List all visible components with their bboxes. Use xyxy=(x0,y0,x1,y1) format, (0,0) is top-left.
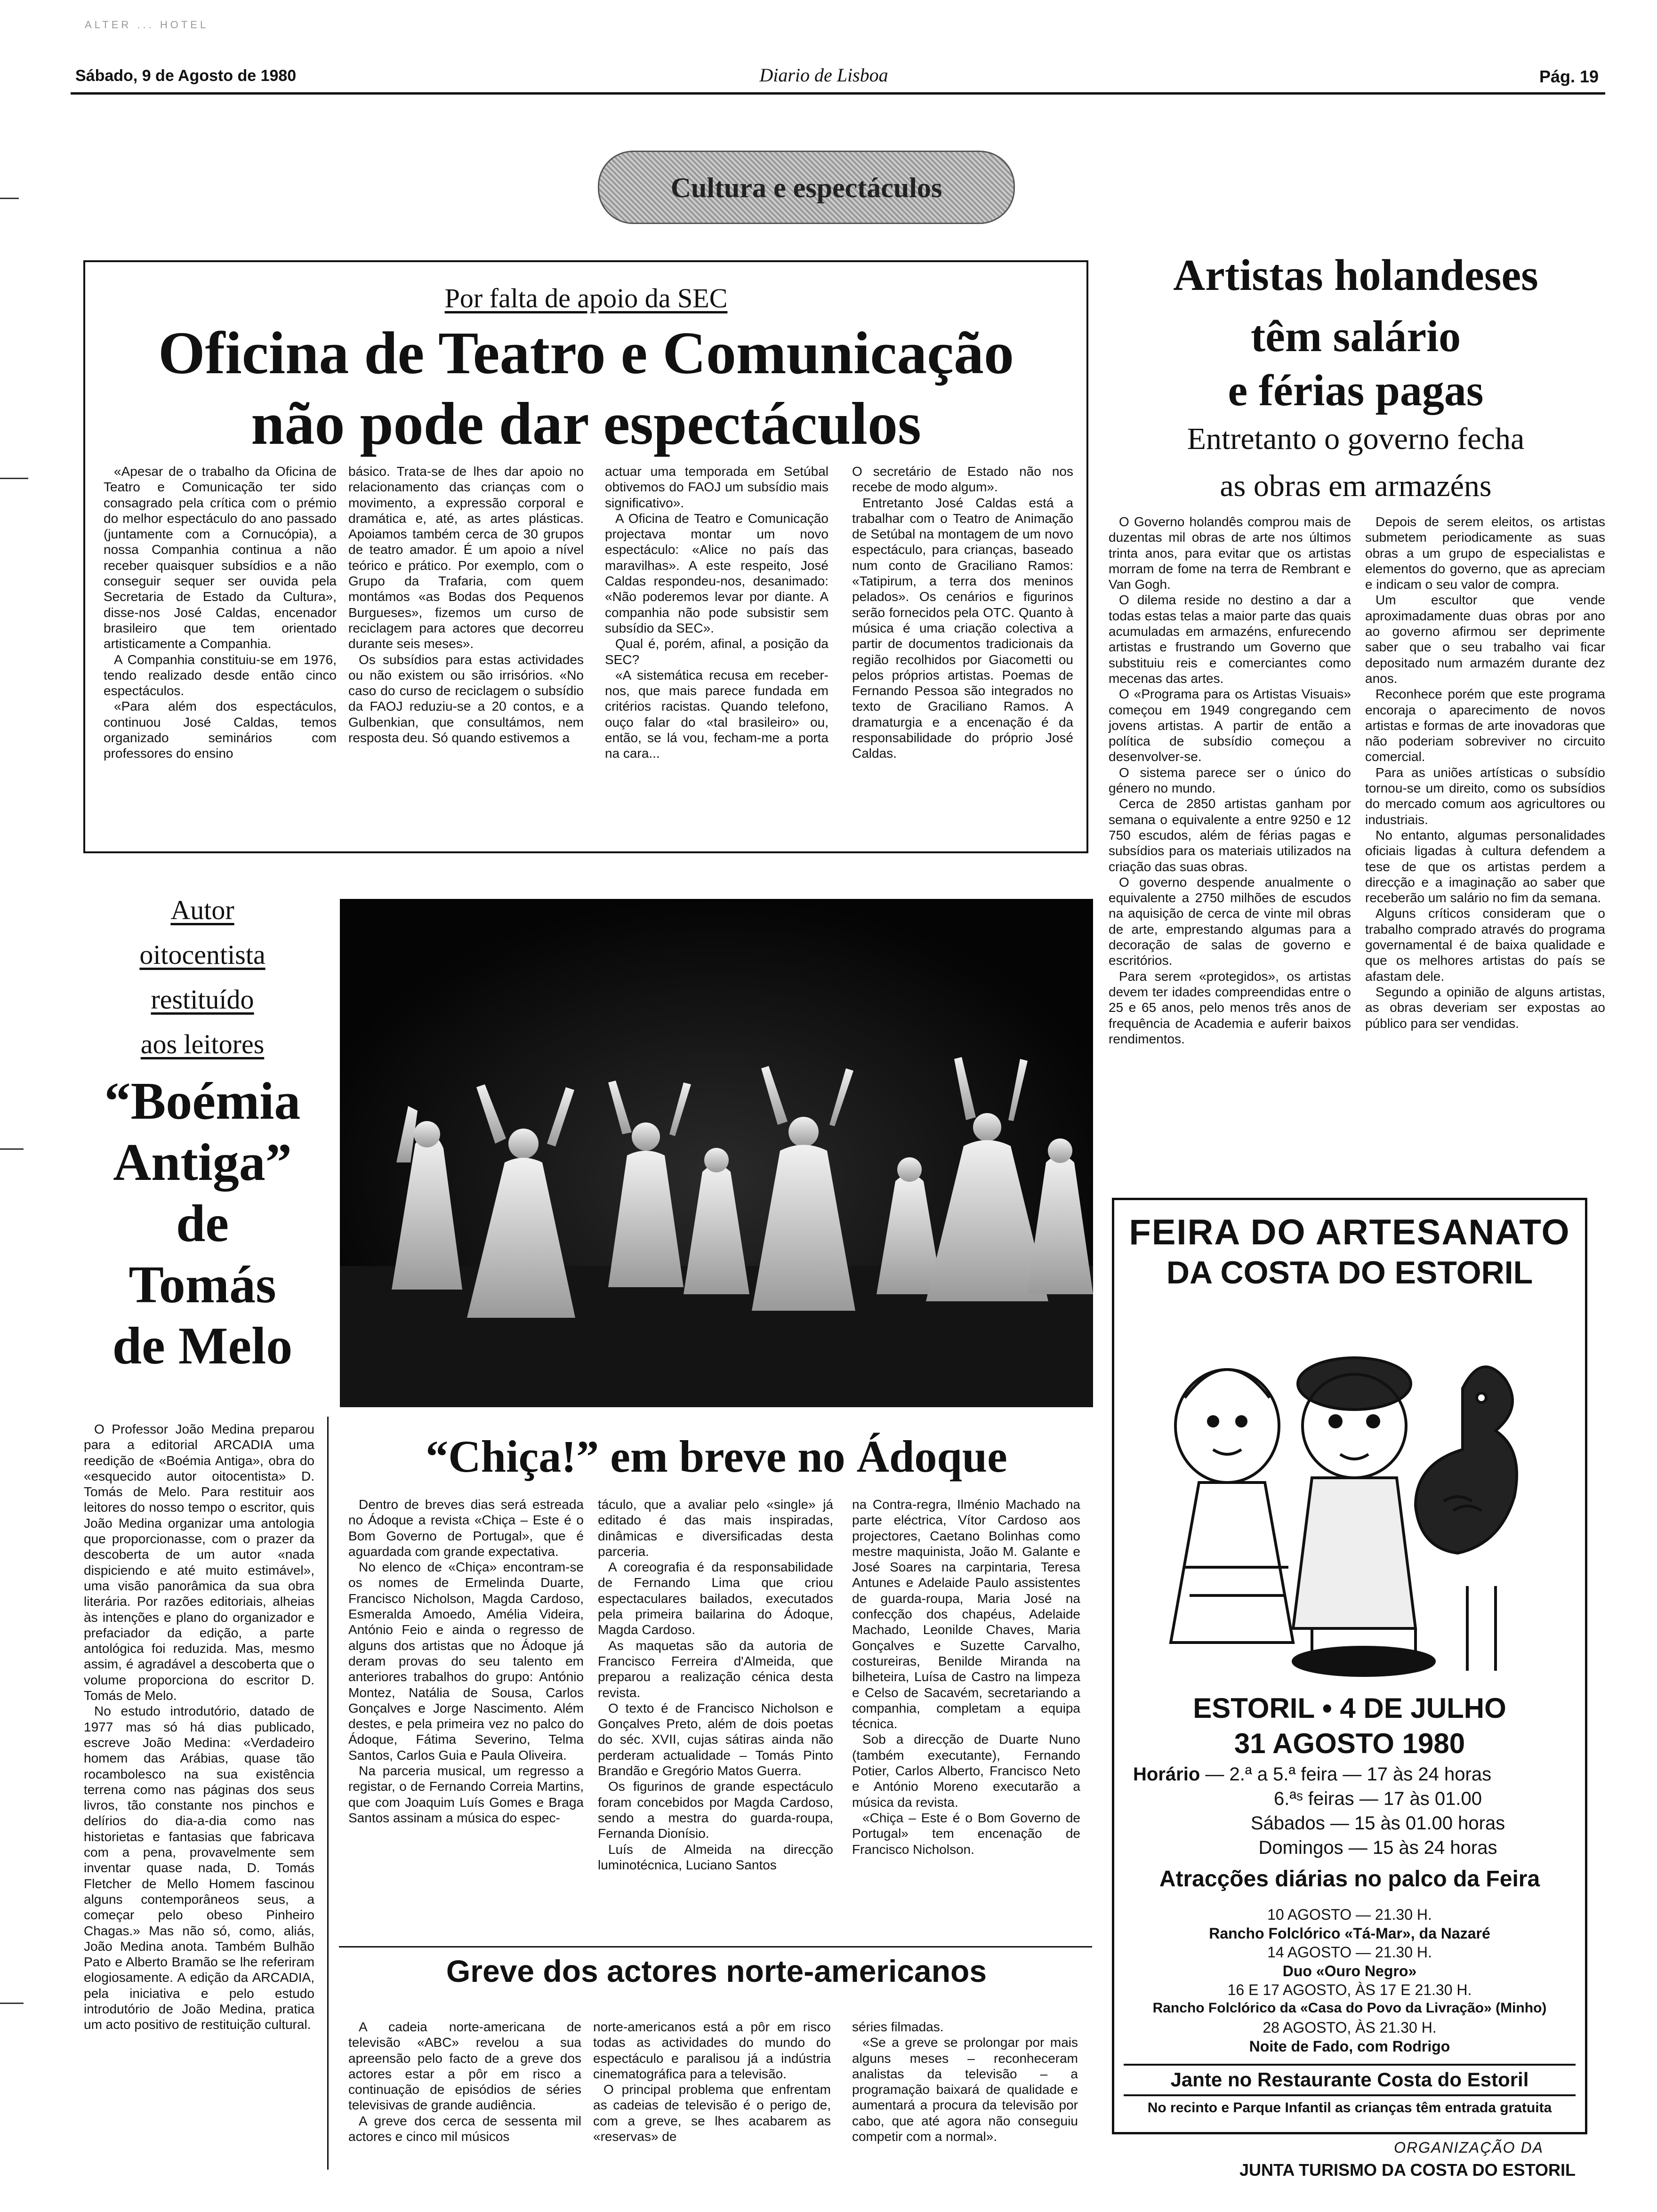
paragraph: na Contra-regra, Ilménio Machado na parte eléctrica, Vítor Cardoso aos projectores, Caetano Bolinhas como mestre maquinista, João M. Galante e José Soares na carpintaria, Teresa Antunes e Adelaide Paulo assistentes de guarda-roupa, Maria José na confecção dos chapéus, Adelaide Machado, Leonilde Chaves, Maria Gonçalves e Suzette Carvalho, costureiras, Benilde Miranda na bilheteira, Luísa de Castro na limpeza e Celso de Sacavém, secretariando a companhia, completam a equipa técnica. xyxy=(852,1497,1080,1731)
masthead-noise xyxy=(85,19,1591,33)
ad-place-date: ESTORIL • 4 DE JULHO xyxy=(1193,1692,1506,1724)
paragraph: básico. Trata-se de lhes dar apoio no relacionamento das crianças com o movimento, a expressão corporal e dramática e, até, as artes plásticas. Apoiamos também cerca de 30 grupos de teatro amador. É um apoio a nível teórico e prático. Por exemplo, com o Grupo da Trafaria, com quem montámos «as Bodas dos Pequenos Burgueses», fizemos um curso de reciclagem para actores que decorreu durante seis meses». xyxy=(348,464,584,651)
paragraph: O secretário de Estado não nos recebe de modo algum». xyxy=(852,464,1073,495)
paragraph: Os figurinos de grande espectáculo foram concebidos por Magda Cardoso, sendo a mestra do guarda-roupa, Fernanda Dionísio. xyxy=(598,1779,833,1841)
paragraph: O «Programa para os Artistas Visuais» começou em 1949 congregando cem jovens artistas. A partir de então a política de subsídio começou a desenvolver-se. xyxy=(1109,687,1351,764)
greve-headline: Greve dos actores norte-americanos xyxy=(446,1954,987,1988)
scan-mark xyxy=(0,1148,24,1150)
paragraph: Para serem «protegidos», os artistas devem ter idades compreendidas entre o 25 e 65 anos, pelo menos três anos de frequência de Academia e auferir baixos rendimentos. xyxy=(1109,969,1351,1046)
paragraph: «Apesar de o trabalho da Oficina de Teatro e Comunicação ter sido consagrado pela crítica com o prémio do melhor espectáculo do ano passado (juntamente com a Cornucópia), a nossa Companhia continua a não receber quaisquer subsídios e a não conseguir sequer ser ouvida pela Secretaria de Estado da Cultura», disse-nos José Caldas, encenador brasileiro que tem orientado artisticamente a Companhia. xyxy=(104,464,337,651)
paragraph: Luís de Almeida na direcção luminotécnica, Luciano Santos xyxy=(598,1842,833,1872)
holandeses-subhead-1: Entretanto o governo fecha xyxy=(1187,422,1525,456)
boemia-kicker-1: Autor xyxy=(170,895,234,925)
holandeses-col-2 xyxy=(1365,514,1605,1031)
paragraph: As maquetas são da autoria de Francisco Ferreira d'Almeida, que preparou a realização cénica desta revista. xyxy=(598,1638,833,1700)
paragraph: Sob a direcção de Duarte Nuno (também executante), Fernando Potier, Carlos Alberto, Francisco Neto e António Moreno executarão a música da revista. xyxy=(852,1732,1080,1810)
paragraph: Para as uniões artísticas o subsídio tornou-se um direito, como os subsídios do mercado comum aos agricultores ou industriais. xyxy=(1365,765,1605,827)
paragraph: O sistema parece ser o único do género no mundo. xyxy=(1109,765,1351,796)
ad-title-1: FEIRA DO ARTESANATO xyxy=(1129,1212,1570,1252)
paragraph: Depois de serem eleitos, os artistas submetem periodicamente as suas obras a um grupo de especialistas e elementos do governo, que as apreciam e indicam o seu valor de compra. xyxy=(1365,514,1605,592)
oficina-col-1 xyxy=(104,464,337,761)
section-banner-label: Cultura e espectáculos xyxy=(670,172,942,203)
ad-park: No recinto e Parque Infantil as crianças têm entrada gratuita xyxy=(1147,2100,1552,2116)
paragraph: No elenco de «Chiça» encontram-se os nomes de Ermelinda Duarte, Francisco Nicholson, Magda Cardoso, Esmeralda Amoedo, Amélia Videira, António Feio e ainda o regresso de alguns dos artistas que no Ádoque já deram provas do seu talento em anteriores trabalhos do grupo: António Montez, Natália de Sousa, Carlos Gonçalves e Jorge Nascimento. Além destes, e pela primeira vez no palco do Ádoque, Fátima Severino, Telma Santos, Carlos Guia e Paula Oliveira. xyxy=(348,1560,584,1763)
paragraph: Entretanto José Caldas está a trabalhar com o Teatro de Animação de Setúbal na montagem de um novo espectáculo, para crianças, baseado num conto de Graciliano Ramos: «Tatipirum, a terra dos meninos pelados». Os cenários e figurinos serão fornecidos pela OTC. Quanto à música é uma criação colectiva a partir de documentos tradicionais da região recolhidos por Giacometti ou pelos próprios artistas. Poemas de Fernando Pessoa são integrados no texto de Graciliano Ramos. A dramaturgia e a encenação é da responsabilidade do próprio José Caldas. xyxy=(852,495,1073,761)
chica-col-1 xyxy=(348,1497,584,1826)
ad-org-label: ORGANIZAÇÃO DA xyxy=(1394,2139,1544,2156)
scan-mark xyxy=(0,478,28,479)
paragraph: «Para além dos espectáculos, continuou José Caldas, temos organizado seminários com professores do ensino xyxy=(104,699,337,761)
paragraph: táculo, que a avaliar pelo «single» já editado é das mais inspiradas, dinâmicas e diversificadas desta parceria. xyxy=(598,1497,833,1559)
ad-hours-4: Domingos — 15 às 24 horas xyxy=(1258,1837,1497,1858)
ad-hours-row-1 xyxy=(1133,1764,1576,1785)
masthead-noise-text: ALTER ... HOTEL xyxy=(85,19,209,31)
boemia-body xyxy=(84,1421,314,2033)
boemia-headline-4: Tomás xyxy=(129,1256,276,1314)
scan-mark xyxy=(0,198,19,199)
paragraph: actuar uma temporada em Setúbal obtivemos do FAOJ um subsídio mais significativo». xyxy=(605,464,828,510)
paragraph: Alguns críticos consideram que o trabalho comprado através do programa governamental é de baixa qualidade e que os melhores artistas do país se afastam dele. xyxy=(1365,906,1605,984)
holandeses-col-1 xyxy=(1109,514,1351,1047)
ad-end-date: 31 AGOSTO 1980 xyxy=(1234,1728,1465,1759)
holandeses-headline-3: e férias pagas xyxy=(1228,366,1484,415)
ad-event-1-date: 10 AGOSTO — 21.30 H. xyxy=(1267,1906,1432,1923)
ad-attractions: Atracções diárias no palco da Feira xyxy=(1159,1867,1540,1891)
paragraph: No entanto, algumas personalidades oficiais ligadas à cultura defendem a tese de que os artistas perdem a direcção e a imaginação ao saber que receberão um salário no fim da semana. xyxy=(1365,827,1605,906)
greve-col-3 xyxy=(852,2019,1078,2144)
ad-hours-2: 6.ªˢ feiras — 17 às 01.00 xyxy=(1274,1788,1482,1809)
greve-col-1 xyxy=(348,2019,581,2144)
paragraph: Na parceria musical, um regresso a registar, o de Fernando Correia Martins, que com Joaquim Luís Gomes e Braga Santos assinam a música do espec- xyxy=(348,1763,584,1825)
ad-hours-3: Sábados — 15 às 01.00 horas xyxy=(1250,1813,1505,1834)
ad-event-4-date: 28 AGOSTO, ÀS 21.30 H. xyxy=(1263,2019,1437,2036)
paragraph: A cadeia norte-americana de televisão «ABC» revelou a sua apreensão pelo facto de a greve dos actores estar a pôr em risco a continuação de episódios de séries televisivas de grande audiência. xyxy=(348,2020,581,2113)
holandeses-headline-2: têm salário xyxy=(1250,312,1461,361)
paragraph: O principal problema que enfrentam as cadeias de televisão é o perigo de, com a greve, se lhes acabarem as «reservas» de xyxy=(593,2082,831,2144)
ad-event-3-date: 16 E 17 AGOSTO, ÀS 17 E 21.30 H. xyxy=(1227,1981,1472,1998)
paragraph: séries filmadas. xyxy=(852,2020,944,2034)
ad-event-4-name: Noite de Fado, com Rodrigo xyxy=(1249,2038,1450,2055)
chica-col-2 xyxy=(598,1497,833,1873)
ad-hours-1: — 2.ª a 5.ª feira — 17 às 24 horas xyxy=(1205,1764,1492,1785)
paragraph: Reconhece porém que este programa encoraja o aparecimento de novos artistas e formas de arte inovadoras que não poderiam sobreviver no circuito comercial. xyxy=(1365,687,1605,764)
boemia-kicker-4: aos leitores xyxy=(140,1029,265,1059)
paragraph: Qual é, porém, afinal, a posição da SEC? xyxy=(605,636,828,667)
ad-event-1-name: Rancho Folclórico «Tá-Mar», da Nazaré xyxy=(1209,1925,1490,1942)
paragraph: norte-americanos está a pôr em risco todas as actividades do mundo do espectáculo e paralisou já a indústria cinematográfica para a televisão. xyxy=(593,2020,831,2081)
ad-illustration xyxy=(1142,1304,1557,1680)
ad-org-name: JUNTA TURISMO DA COSTA DO ESTORIL xyxy=(1239,2160,1576,2180)
boemia-headline-2: Antiga” xyxy=(113,1133,292,1192)
scan-mark xyxy=(0,2003,24,2004)
theatre-photo xyxy=(340,899,1093,1407)
masthead-date: Sábado, 9 de Agosto de 1980 xyxy=(75,67,297,85)
oficina-headline-1: Oficina de Teatro e Comunicação xyxy=(158,320,1014,386)
paragraph: Um escultor que vende aproximadamente duas obras por ano ao governo afirmou ser deprimente saber que o seu trabalho vai ficar depositado num armazém durante dez anos. xyxy=(1365,593,1605,686)
artesanato-ad xyxy=(1112,1198,1587,2134)
paragraph: No estudo introdutório, datado de 1977 mas só há dias publicado, escreve João Medina: «Verdadeiro homem das Arábias, quase tão rocambolesco na sua existência terrena como nas páginas dos seus livros, tão constante nos pinchos e delírios do dia-a-dia como nas historietas e fantasias que fabricava com a pena, provavelmente sem inventar quase nada, D. Tomás Fletcher de Mello Homem fascinou alguns contemporâneos seus, a começar pelo obeso Pinheiro Chagas.» Mas não só, como, aliás, João Medina anota. Também Bulhão Pato e Alberto Bramão se lhe referiram elogiosamente. A edição da ARCADIA, pela iniciativa e pelo estudo introdutório de João Medina, pratica um acto positivo de restituição cultural. xyxy=(84,1704,314,2032)
section-banner xyxy=(598,151,1015,224)
paragraph: «Chiça – Este é o Bom Governo de Portugal» tem encenação de Francisco Nicholson. xyxy=(852,1810,1080,1857)
paragraph: A Oficina de Teatro e Comunicação projectava montar um novo espectáculo: «Alice no país das maravilhas». A este respeito, José Caldas respondeu-nos, desanimado: «Não poderemos levar por diante. A companhia não pode subsistir sem subsídio da SEC». xyxy=(605,511,828,635)
holandeses-headline-1: Artistas holandeses xyxy=(1173,251,1538,300)
ad-event-3-name: Rancho Folclórico da «Casa do Povo da Livração» (Minho) xyxy=(1152,2000,1547,2016)
theatre-photo-image xyxy=(340,899,1093,1407)
ad-rule-2 xyxy=(1124,2094,1576,2096)
boemia-headline-5: de Melo xyxy=(112,1317,293,1375)
ad-event-2-name: Duo «Ouro Negro» xyxy=(1282,1963,1417,1980)
paragraph: Segundo a opinião de alguns artistas, as obras deveriam ser expostas ao público para ser vendidas. xyxy=(1365,984,1605,1031)
ad-event-2-date: 14 AGOSTO — 21.30 H. xyxy=(1267,1944,1432,1961)
paragraph: «A sistemática recusa em receber-nos, que mais parece fundada em critérios racistas. Quando telefono, ouço falar do «tal brasileiro» ou, então, se lá vou, fecham-me a porta na cara... xyxy=(605,667,828,761)
paragraph: A Companhia constituiu-se em 1976, tendo realizado desde então cinco espectáculos. xyxy=(104,652,337,698)
masthead-page-number: Pág. 19 xyxy=(1539,67,1599,86)
masthead-paper-name: Diario de Lisboa xyxy=(759,64,888,86)
ad-title-2: DA COSTA DO ESTORIL xyxy=(1166,1255,1533,1290)
greve-top-rule xyxy=(339,1946,1092,1948)
boemia-headline-3: de xyxy=(176,1194,229,1253)
greve-col-2 xyxy=(593,2019,831,2144)
paragraph: O Professor João Medina preparou para a editorial ARCADIA uma reedição de «Boémia Antiga», obra do «esquecido autor oitocentista» D. Tomás de Melo. Para restituir aos leitores do nosso tempo o escritor, quis João Medina organizar uma antologia que proporcionasse, com o prazer da descoberta de um autor «nada dispiciendo e até muito estimável», uma visão panorâmica da sua obra literária. Por razões editoriais, alheias às intenções e plano do organizador e prefaciador da edição, a parte antológica foi reduzida. Mas, mesmo assim, é agradável a descoberta que o volume proporciona do escritor D. Tomás de Melo. xyxy=(84,1422,314,1703)
ad-restaurant: Jante no Restaurante Costa do Estoril xyxy=(1170,2068,1529,2091)
chica-headline: “Chiça!” em breve no Ádoque xyxy=(426,1431,1007,1482)
oficina-col-4 xyxy=(852,464,1073,761)
ad-rule-1 xyxy=(1124,2064,1576,2066)
chica-col-3 xyxy=(852,1497,1080,1857)
paragraph: «Se a greve se prolongar por mais alguns meses – reconheceram analistas da televisão – a programação baixará de qualidade e aumentará a procura da televisão por cabo, que até agora não conseguiu competir com a normal». xyxy=(852,2035,1078,2144)
paragraph: A coreografia é da responsabilidade de Fernando Lima que criou espectaculares bailados, executados pela primeira bailarina do Ádoque, Magda Cardoso. xyxy=(598,1560,833,1637)
oficina-col-2 xyxy=(348,464,584,745)
oficina-headline-2: não pode dar espectáculos xyxy=(251,390,921,457)
boy-figure xyxy=(1293,1358,1416,1671)
holandeses-subhead-2: as obras em armazéns xyxy=(1220,469,1492,503)
girl-figure xyxy=(1171,1370,1293,1643)
paragraph: O dilema reside no destino a dar a todas estas telas a maior parte das quais acumuladas em armazéns, enfurecendo artistas e frustrando um Governo que substituiu reis e comerciantes como mecenas das artes. xyxy=(1109,593,1351,686)
rooster-figure xyxy=(1416,1367,1517,1671)
paragraph: O texto é de Francisco Nicholson e Gonçalves Preto, além de dois poetas do séc. XVII, cujas sátiras ainda não perderam actualidade – Tomás Pinto Brandão e Gregório Matos Guerra. xyxy=(598,1700,833,1779)
boemia-kicker-2: oitocentista xyxy=(139,939,265,970)
oficina-col-3 xyxy=(605,464,828,761)
paragraph: O governo despende anualmente o equivalente a 2750 milhões de escudos na aquisição de cerca de vinte mil obras de arte, emprestando algumas para a decoração de salas de governo e escritórios. xyxy=(1109,874,1351,968)
oficina-kicker: Por falta de apoio da SEC xyxy=(444,283,728,313)
pot-figure xyxy=(1293,1647,1434,1675)
ad-hours-label: Horário xyxy=(1133,1764,1200,1785)
paragraph: O Governo holandês comprou mais de duzentas mil obras de arte nos últimos trinta anos, para evitar que os artistas morram de fome na terra de Rembrant e Van Gogh. xyxy=(1109,514,1351,592)
boemia-column-rule xyxy=(327,1417,329,2170)
boemia-headline-1: “Boémia xyxy=(104,1072,301,1130)
paragraph: Dentro de breves dias será estreada no Ádoque a revista «Chiça – Este é o Bom Governo de Portugal», que é aguardada com grande expectativa. xyxy=(348,1497,584,1559)
boemia-kicker-3: restituído xyxy=(151,984,254,1015)
paragraph: Os subsídios para estas actividades ou não existem ou são irrisórios. «No caso do curso de reciclagem o subsídio da FAOJ reduziu-se a 20 contos, e a Gulbenkian, que consultámos, nem resposta deu. Só quando estivemos a xyxy=(348,652,584,745)
paragraph: Cerca de 2850 artistas ganham por semana o equivalente a entre 9250 e 12 750 escudos, além de férias pagas e subsídios para os materiais utilizados na criação das suas obras. xyxy=(1109,796,1351,874)
masthead-rule xyxy=(71,92,1605,95)
paragraph: A greve dos cerca de sessenta mil actores e cinco mil músicos xyxy=(348,2113,581,2144)
